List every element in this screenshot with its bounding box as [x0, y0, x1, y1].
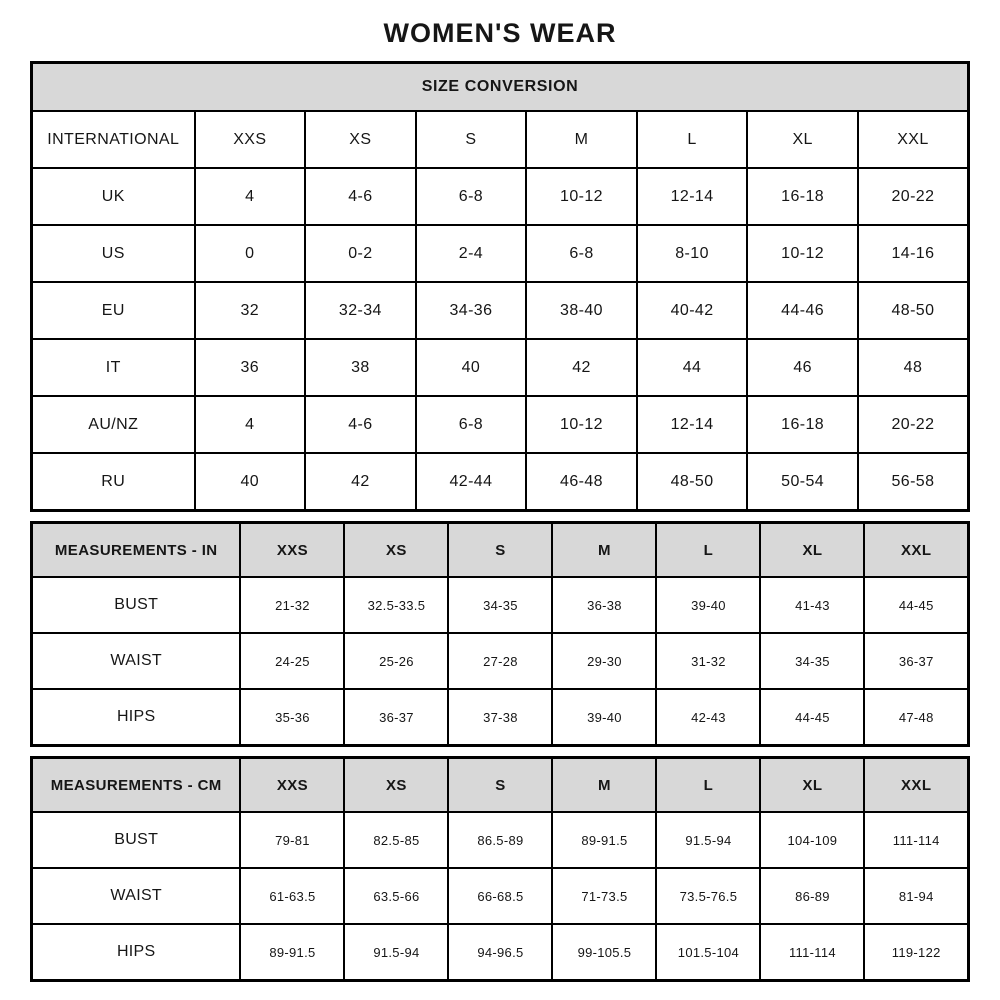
size-cell: 32-34: [305, 282, 416, 339]
size-col-header: XXL: [864, 523, 968, 578]
size-cell: 44-46: [747, 282, 858, 339]
size-col-header: XS: [344, 758, 448, 813]
size-col-header: L: [637, 111, 748, 168]
measure-label: BUST: [32, 577, 241, 633]
row-label: INTERNATIONAL: [32, 111, 195, 168]
size-col-header: XS: [305, 111, 416, 168]
size-cell: 0-2: [305, 225, 416, 282]
size-cell: 46: [747, 339, 858, 396]
table-row: [32, 168, 969, 225]
measure-cell: 79-81: [240, 812, 344, 868]
page-title: WOMEN'S WEAR: [383, 18, 617, 48]
size-cell: 42-44: [416, 453, 527, 511]
size-col-header: S: [416, 111, 527, 168]
size-cell: 2-4: [416, 225, 527, 282]
measure-cell: 29-30: [552, 633, 656, 689]
measure-label: WAIST: [32, 633, 241, 689]
measure-cell: 32.5-33.5: [344, 577, 448, 633]
size-cell: 6-8: [416, 396, 527, 453]
measure-cell: 61-63.5: [240, 868, 344, 924]
size-col-header: XS: [344, 523, 448, 578]
measure-cell: 73.5-76.5: [656, 868, 760, 924]
size-col-header: XL: [760, 523, 864, 578]
size-header-row: [32, 111, 969, 168]
measure-label: HIPS: [32, 924, 241, 981]
measure-cell: 91.5-94: [344, 924, 448, 981]
size-cell: 48: [858, 339, 969, 396]
measure-cell: 44-45: [760, 689, 864, 746]
row-label: AU/NZ: [32, 396, 195, 453]
size-cell: 38-40: [526, 282, 637, 339]
size-col-header: XL: [747, 111, 858, 168]
size-cell: 12-14: [637, 396, 748, 453]
size-cell: 42: [526, 339, 637, 396]
row-label: EU: [32, 282, 195, 339]
size-cell: 40: [195, 453, 306, 511]
measurements-cm-table: [30, 756, 970, 982]
measure-cell: 25-26: [344, 633, 448, 689]
size-col-header: XXS: [240, 523, 344, 578]
row-label: RU: [32, 453, 195, 511]
measure-cell: 34-35: [448, 577, 552, 633]
measure-header-row: [32, 523, 969, 578]
measure-cell: 41-43: [760, 577, 864, 633]
measure-cell: 111-114: [864, 812, 968, 868]
table-row: [32, 339, 969, 396]
row-label: IT: [32, 339, 195, 396]
measure-cell: 82.5-85: [344, 812, 448, 868]
table-row: [32, 812, 969, 868]
measure-cell: 31-32: [656, 633, 760, 689]
size-cell: 56-58: [858, 453, 969, 511]
size-cell: 20-22: [858, 168, 969, 225]
measure-cell: 104-109: [760, 812, 864, 868]
size-cell: 10-12: [747, 225, 858, 282]
size-cell: 14-16: [858, 225, 969, 282]
measure-cell: 111-114: [760, 924, 864, 981]
size-cell: 0: [195, 225, 306, 282]
table-row: [32, 868, 969, 924]
size-cell: 4-6: [305, 396, 416, 453]
size-cell: 6-8: [416, 168, 527, 225]
measure-cell: 86.5-89: [448, 812, 552, 868]
table-row: [32, 282, 969, 339]
measure-cell: 89-91.5: [552, 812, 656, 868]
size-cell: 4-6: [305, 168, 416, 225]
size-conversion-table: [30, 61, 970, 512]
measure-cell: 86-89: [760, 868, 864, 924]
measure-header-row: [32, 758, 969, 813]
size-cell: 16-18: [747, 396, 858, 453]
measure-label: WAIST: [32, 868, 241, 924]
size-cell: 48-50: [858, 282, 969, 339]
size-cell: 10-12: [526, 168, 637, 225]
table-title: SIZE CONVERSION: [32, 63, 969, 112]
table-row: [32, 577, 969, 633]
table-row: [32, 689, 969, 746]
size-cell: 12-14: [637, 168, 748, 225]
measurements-in-table: [30, 521, 970, 747]
size-cell: 50-54: [747, 453, 858, 511]
table-row: [32, 225, 969, 282]
size-cell: 34-36: [416, 282, 527, 339]
size-cell: 42: [305, 453, 416, 511]
measure-cell: 66-68.5: [448, 868, 552, 924]
measure-cell: 24-25: [240, 633, 344, 689]
measure-cell: 37-38: [448, 689, 552, 746]
size-cell: 4: [195, 396, 306, 453]
size-col-header: M: [526, 111, 637, 168]
size-col-header: L: [656, 523, 760, 578]
size-cell: 20-22: [858, 396, 969, 453]
measure-cell: 39-40: [552, 689, 656, 746]
measure-cell: 36-37: [344, 689, 448, 746]
size-col-header: XXL: [858, 111, 969, 168]
measure-cell: 36-37: [864, 633, 968, 689]
size-cell: 44: [637, 339, 748, 396]
measure-cell: 89-91.5: [240, 924, 344, 981]
measure-cell: 91.5-94: [656, 812, 760, 868]
measure-cell: 39-40: [656, 577, 760, 633]
measure-cell: 35-36: [240, 689, 344, 746]
size-cell: 6-8: [526, 225, 637, 282]
size-cell: 10-12: [526, 396, 637, 453]
measure-cell: 34-35: [760, 633, 864, 689]
size-cell: 16-18: [747, 168, 858, 225]
size-cell: 36: [195, 339, 306, 396]
measure-cell: 94-96.5: [448, 924, 552, 981]
measure-cell: 99-105.5: [552, 924, 656, 981]
row-label: US: [32, 225, 195, 282]
measure-cell: 36-38: [552, 577, 656, 633]
size-cell: 32: [195, 282, 306, 339]
row-label: UK: [32, 168, 195, 225]
size-cell: 46-48: [526, 453, 637, 511]
size-col-header: XL: [760, 758, 864, 813]
table-title-row: [32, 63, 969, 112]
table-title: MEASUREMENTS - IN: [32, 523, 241, 578]
measure-label: HIPS: [32, 689, 241, 746]
size-cell: 40: [416, 339, 527, 396]
size-col-header: M: [552, 523, 656, 578]
table-row: [32, 633, 969, 689]
size-cell: 38: [305, 339, 416, 396]
measure-label: BUST: [32, 812, 241, 868]
measure-cell: 63.5-66: [344, 868, 448, 924]
size-cell: 4: [195, 168, 306, 225]
table-row: [32, 924, 969, 981]
size-col-header: S: [448, 523, 552, 578]
measure-cell: 101.5-104: [656, 924, 760, 981]
measure-cell: 47-48: [864, 689, 968, 746]
size-cell: 40-42: [637, 282, 748, 339]
size-col-header: M: [552, 758, 656, 813]
size-cell: 8-10: [637, 225, 748, 282]
size-col-header: XXL: [864, 758, 968, 813]
measure-cell: 42-43: [656, 689, 760, 746]
size-cell: 48-50: [637, 453, 748, 511]
table-title: MEASUREMENTS - CM: [32, 758, 241, 813]
size-col-header: XXS: [195, 111, 306, 168]
measure-cell: 21-32: [240, 577, 344, 633]
size-col-header: XXS: [240, 758, 344, 813]
table-row: [32, 453, 969, 511]
measure-cell: 81-94: [864, 868, 968, 924]
measure-cell: 71-73.5: [552, 868, 656, 924]
measure-cell: 119-122: [864, 924, 968, 981]
size-col-header: L: [656, 758, 760, 813]
measure-cell: 27-28: [448, 633, 552, 689]
table-row: [32, 396, 969, 453]
size-col-header: S: [448, 758, 552, 813]
measure-cell: 44-45: [864, 577, 968, 633]
